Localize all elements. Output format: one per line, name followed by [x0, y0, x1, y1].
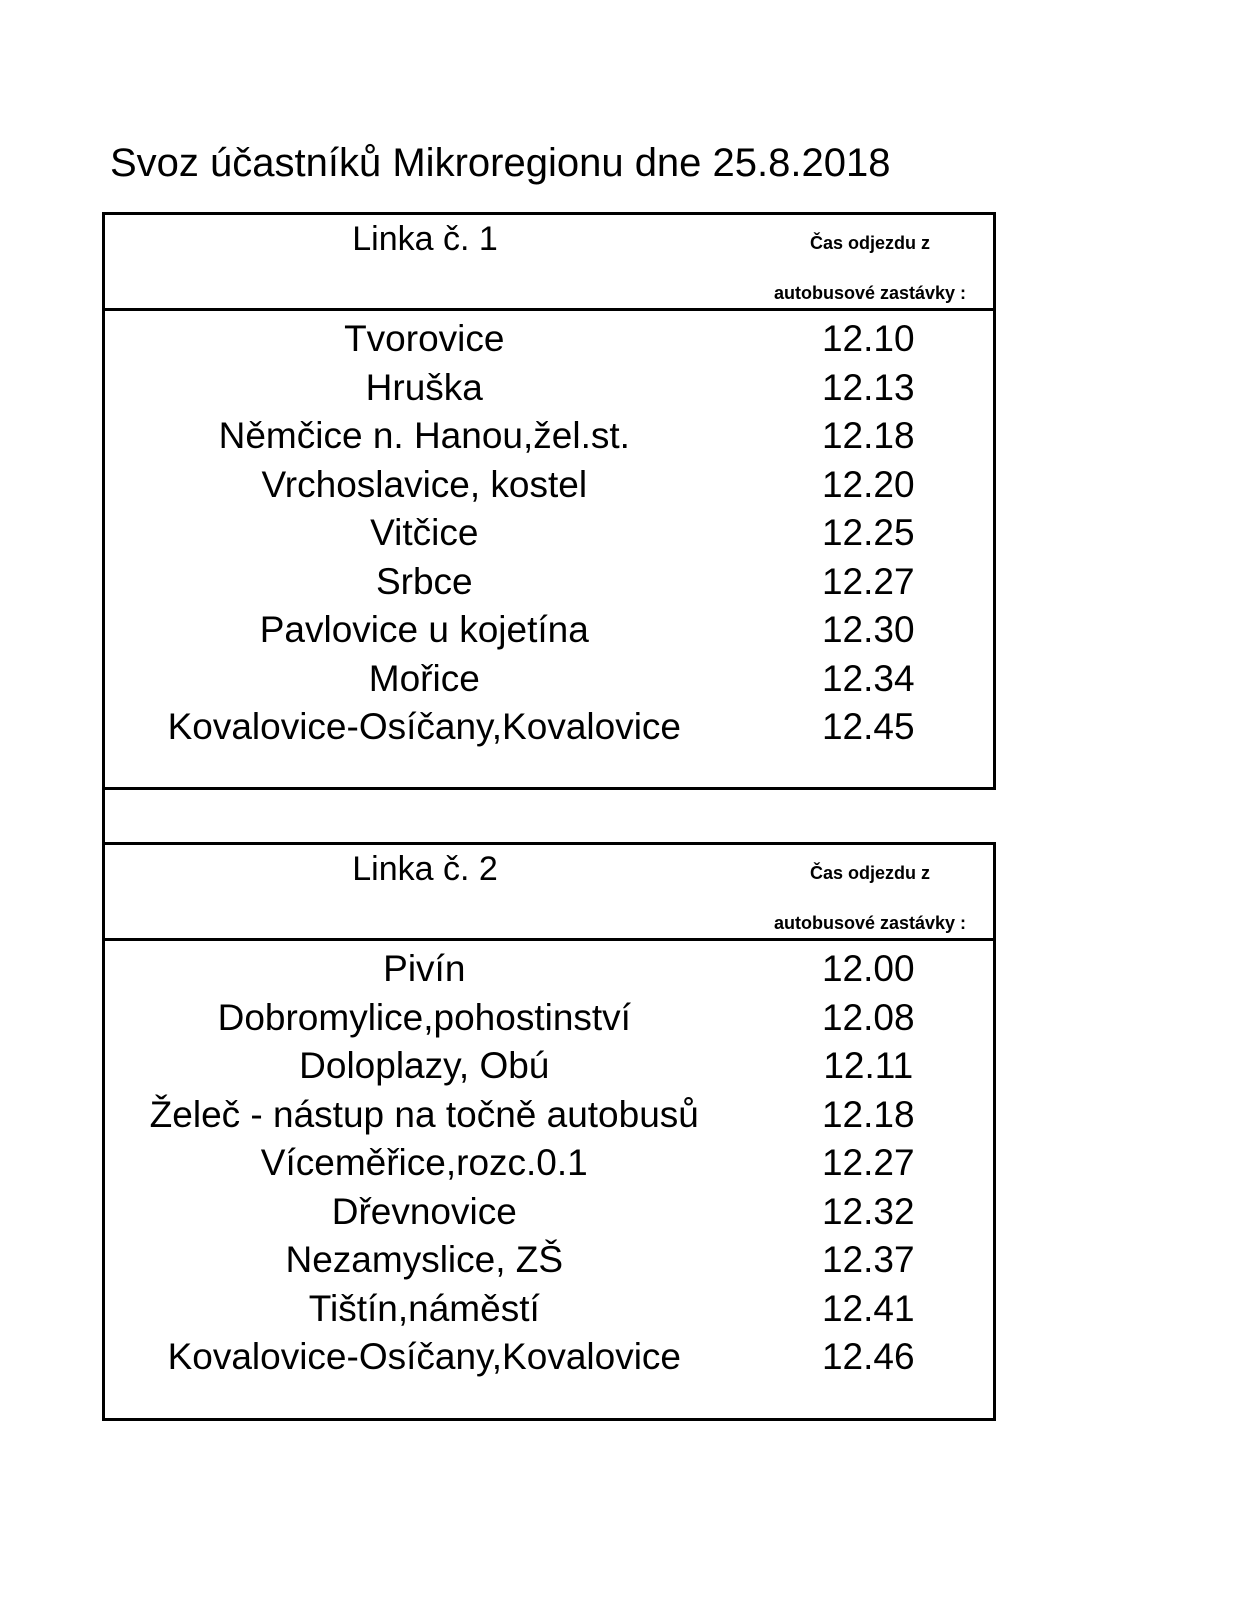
departure-time: 12.30 — [821, 609, 915, 651]
line-1-title: Linka č. 1 — [352, 220, 498, 258]
departure-time: 12.13 — [821, 366, 915, 408]
stop-name: Tvorovice — [344, 318, 505, 360]
document-title: Svoz účastníků Mikroregionu dne 25.8.2018 — [110, 141, 891, 185]
stop-name: Hruška — [365, 366, 483, 408]
stop-name: Želeč - nástup na točně autobusů — [149, 1093, 699, 1135]
stop-row — [105, 1333, 993, 1382]
line-1-stop-list — [105, 311, 993, 752]
line-2-departure-header-cont: autobusové zastávky : — [773, 913, 967, 933]
stop-name: Pivín — [383, 948, 466, 990]
stop-name: Kovalovice-Osíčany,Kovalovice — [167, 706, 681, 748]
stop-row — [105, 315, 993, 364]
stop-row — [105, 994, 993, 1043]
stop-row — [105, 1042, 993, 1091]
stop-name: Srbce — [375, 560, 473, 602]
line-2-table — [102, 842, 996, 1421]
stop-row — [105, 606, 993, 655]
stop-row — [105, 1188, 993, 1237]
stop-name: Doloplazy, Obú — [299, 1045, 550, 1087]
stop-row — [105, 945, 993, 994]
stop-name: Víceměřice,rozc.0.1 — [260, 1142, 588, 1184]
stop-name: Nezamyslice, ZŠ — [285, 1239, 564, 1281]
stop-name: Vrchoslavice, kostel — [261, 463, 588, 505]
line-2-stop-list — [105, 941, 993, 1382]
stop-name: Mořice — [368, 657, 480, 699]
stop-row — [105, 1091, 993, 1140]
line-1-header — [105, 215, 993, 311]
departure-time: 12.18 — [821, 415, 915, 457]
departure-time: 12.27 — [821, 1142, 915, 1184]
stop-name: Vitčice — [370, 512, 479, 554]
departure-time: 12.10 — [821, 318, 915, 360]
stop-row — [105, 655, 993, 704]
departure-time: 12.25 — [821, 512, 915, 554]
stop-name: Tištín,náměstí — [308, 1287, 540, 1329]
line-2-departure-header: Čas odjezdu z — [809, 863, 930, 883]
stop-row — [105, 1236, 993, 1285]
stop-name: Pavlovice u kojetína — [259, 609, 589, 651]
stop-row — [105, 509, 993, 558]
stop-name: Kovalovice-Osíčany,Kovalovice — [167, 1336, 681, 1378]
stop-row — [105, 461, 993, 510]
stop-row — [105, 1139, 993, 1188]
line-2-title: Linka č. 2 — [352, 850, 498, 888]
stop-row — [105, 412, 993, 461]
departure-time: 12.32 — [821, 1190, 915, 1232]
stop-name: Dřevnovice — [331, 1190, 517, 1232]
table-divider — [102, 788, 105, 844]
departure-time: 12.37 — [821, 1239, 915, 1281]
departure-time: 12.00 — [821, 948, 915, 990]
stop-row — [105, 703, 993, 752]
line-1-departure-header: Čas odjezdu z — [809, 233, 930, 253]
departure-time: 12.11 — [823, 1045, 914, 1087]
line-1-table — [102, 212, 996, 790]
departure-time: 12.41 — [821, 1287, 915, 1329]
stop-row — [105, 1285, 993, 1334]
stop-row — [105, 558, 993, 607]
departure-time: 12.46 — [821, 1336, 915, 1378]
line-1-departure-header-cont: autobusové zastávky : — [773, 283, 967, 303]
stop-name: Dobromylice,pohostinství — [217, 996, 631, 1038]
departure-time: 12.08 — [821, 996, 915, 1038]
stop-row — [105, 364, 993, 413]
departure-time: 12.20 — [821, 463, 915, 505]
departure-time: 12.18 — [821, 1093, 915, 1135]
line-2-header — [105, 845, 993, 941]
stop-name: Němčice n. Hanou,žel.st. — [218, 415, 630, 457]
departure-time: 12.27 — [821, 560, 915, 602]
departure-time: 12.34 — [821, 657, 915, 699]
departure-time: 12.45 — [821, 706, 915, 748]
